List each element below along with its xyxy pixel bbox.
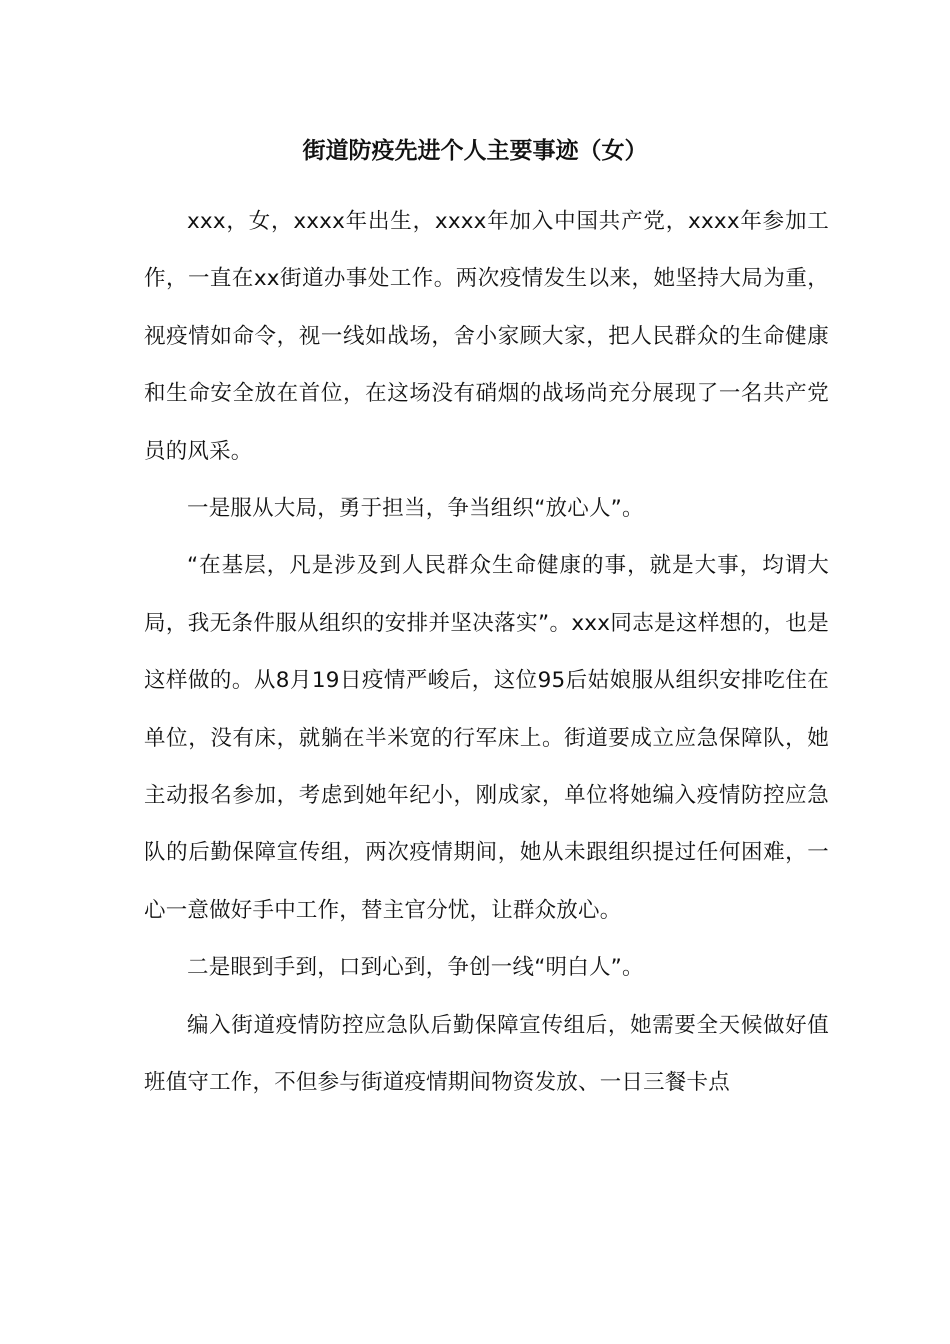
paragraph-heading-2: 二是眼到手到，口到心到，争创一线“明白人”。 xyxy=(187,955,644,981)
paragraph-intro: xxx，女，xxxx年出生，xxxx年加入中国共产党，xxxx年参加工作，一直在xx街道办事处工作。两次疫情发生以来，她坚持大局为重，视疫情如命令，视一线如战场，舍小家顾大家，把人民群众的生命健康和生命安全放在首位，在这场没有硝烟的战场尚充分展现了一名共产党员的风采。 xyxy=(144,209,829,464)
paragraph-body-1: “在基层，凡是涉及到人民群众生命健康的事，就是大事，均谓大局，我无条件服从组织的安排并坚决落实”。xxx同志是这样想的，也是这样做的。从8月19日疫情严峻后，这位95后姑娘服从组织安排吃住在单位，没有床，就躺在半米宽的行军床上。街道要成立应急保障队，她主动报名参加，考虑到她年纪小，刚成家，单位将她编入疫情防控应急队的后勤保障宣传组，两次疫情期间，她从未跟组织提过任何困难，一心一意做好手中工作，替主官分忧，让群众放心。 xyxy=(144,553,829,923)
document-body xyxy=(144,193,829,1112)
paragraph-body-2: 编入街道疫情防控应急队后勤保障宣传组后，她需要全天候做好值班值守工作，不但参与街道疫情期间物资发放、一日三餐卡点 xyxy=(144,1012,829,1096)
paragraph-heading-1: 一是服从大局，勇于担当，争当组织“放心人”。 xyxy=(187,496,644,522)
document-title: 街道防疫先进个人主要事迹（女） xyxy=(302,138,648,164)
